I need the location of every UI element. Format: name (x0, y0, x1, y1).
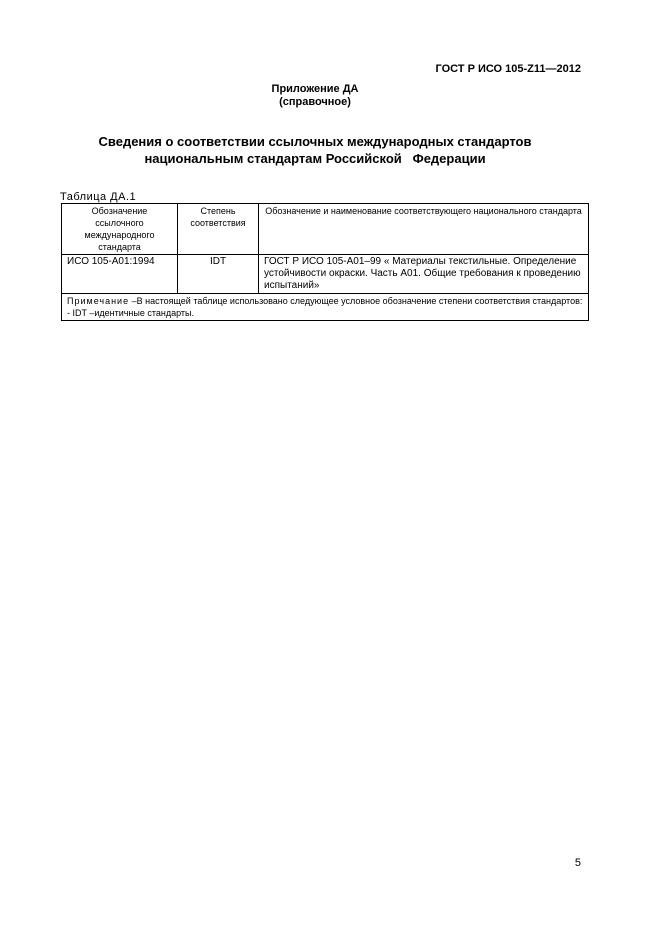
cell-national-standard: ГОСТ Р ИСО 105-А01–99 « Материалы текстильные. Определение устойчивости окраски. Часть А01. Общие требования к проведению испытаний» (259, 255, 589, 294)
table-note-row (62, 294, 589, 321)
annex-title: Приложение ДА (271, 83, 359, 95)
section-title (0, 133, 630, 167)
cell-degree: IDT (178, 255, 259, 294)
table-row (62, 255, 589, 294)
correspondence-table (61, 203, 589, 321)
note-text: –В настоящей таблице использовано следующее условное обозначение степени соответствия стандартов: (129, 296, 583, 306)
annex-heading (0, 83, 630, 109)
header-degree: Степень соответствия (178, 204, 259, 255)
table-caption: Таблица ДА.1 (60, 191, 137, 203)
page-number: 5 (574, 857, 581, 869)
header-national-standard: Обозначение и наименование соответствующего национального стандарта (259, 204, 589, 255)
cell-intl-standard: ИСО 105-A01:1994 (62, 255, 178, 294)
header-intl-standard: Обозначение ссылочного международного стандарта (62, 204, 178, 255)
table-header-row (62, 204, 589, 255)
table-note (62, 294, 589, 321)
note-label: Примечание (67, 296, 130, 306)
section-title-line-1: Сведения о соответствии ссылочных международных стандартов (98, 134, 532, 149)
note-item: - IDT –идентичные стандарты. (67, 308, 195, 318)
annex-subtitle: (справочное) (279, 96, 351, 108)
document-code: ГОСТ Р ИСО 105-Z11—2012 (435, 63, 581, 75)
section-title-line-2: национальным стандартам Российской Федерации (144, 151, 486, 166)
